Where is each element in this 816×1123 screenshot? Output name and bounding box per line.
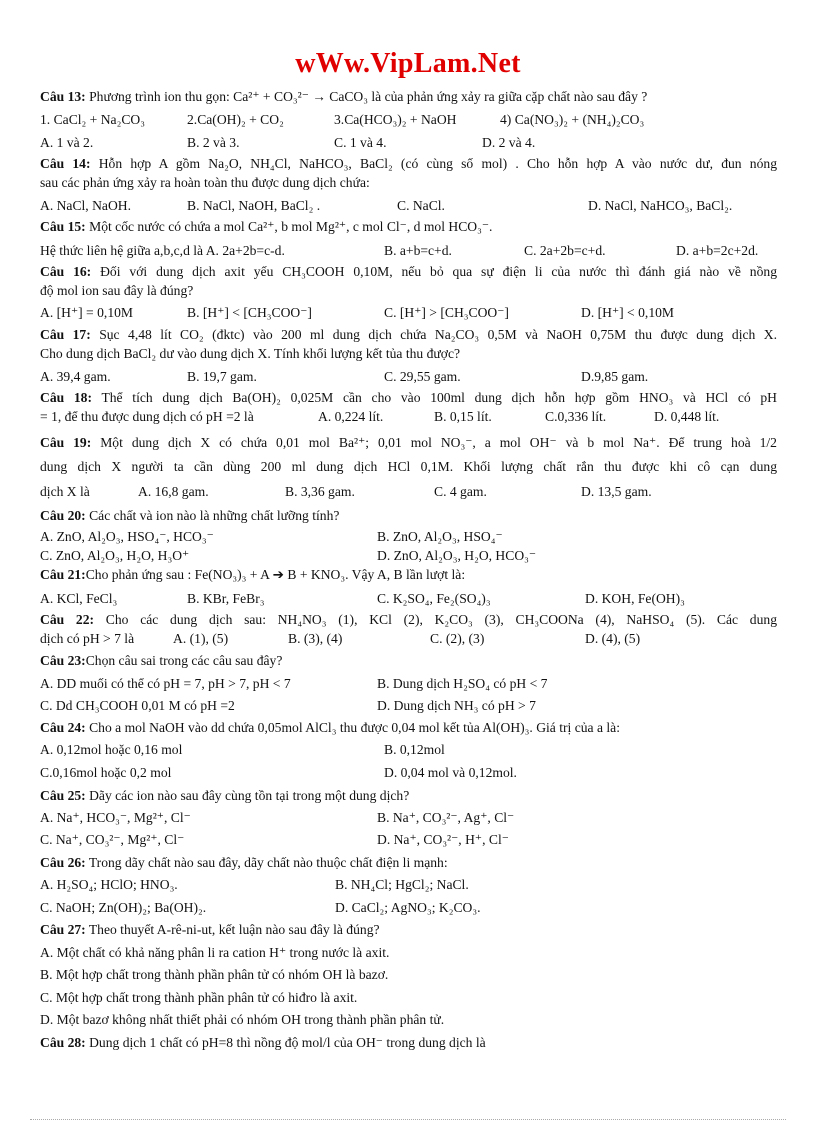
q19-stem-line-2: dung dịch X người ta cần dùng 200 ml dung dịch HCl 0,1M. Khối lượng chất rắn thu được khi cô cạn dung xyxy=(40,459,777,474)
q19-option-a: A. 16,8 gam. xyxy=(138,484,209,499)
question-label: Câu 22: xyxy=(40,612,95,627)
question-19 xyxy=(40,436,777,450)
q23-option-b: B. Dung dịch H₂SO₄ có pH < 7 xyxy=(377,676,548,691)
q16-option-a: A. [H⁺] = 0,10M xyxy=(40,305,133,320)
question-stem: Theo thuyết A-rê-ni-ut, kết luận nào sau đây là đúng? xyxy=(85,922,380,937)
q21-option-a: A. KCl, FeCl₃ xyxy=(40,591,118,606)
q14-stem-line-2: sau các phản ứng xảy ra hoàn toàn thu được dung dịch chứa: xyxy=(40,175,370,190)
question-23 xyxy=(40,654,282,668)
q24-option-d: D. 0,04 mol và 0,12mol. xyxy=(384,765,517,780)
q25-option-b: B. Na⁺, CO₃²⁻, Ag⁺, Cl⁻ xyxy=(377,810,515,825)
q18-option-c: C.0,336 lít. xyxy=(545,409,607,424)
q25-option-a: A. Na⁺, HCO₃⁻, Mg²⁺, Cl⁻ xyxy=(40,810,191,825)
question-20 xyxy=(40,509,339,523)
q17-option-d: D.9,85 gam. xyxy=(581,369,649,384)
q27-option-b: B. Một hợp chất trong thành phần phân tử có nhóm OH là bazơ. xyxy=(40,967,389,982)
q20-option-c: C. ZnO, Al₂O₃, H₂O, H₃O⁺ xyxy=(40,548,190,563)
q20-option-a: A. ZnO, Al₂O₃, HSO₄⁻, HCO₃⁻ xyxy=(40,529,214,544)
question-label: Câu 17: xyxy=(40,327,91,342)
q22-option-b: B. (3), (4) xyxy=(288,631,343,646)
question-stem: Đối với dung dịch axit yếu CH₃COOH 0,10M, nếu bỏ qua sự điện li của nước thì đánh giá nào về nồng xyxy=(91,264,777,279)
question-17 xyxy=(40,328,777,342)
question-label: Câu 15: xyxy=(40,219,86,234)
q22-stem-line-2: dịch có pH > 7 là xyxy=(40,631,135,646)
q16-option-b: B. [H⁺] < [CH₃COO⁻] xyxy=(187,305,312,320)
q15-option-d: D. a+b=2c+2d. xyxy=(676,243,759,258)
q24-option-a: A. 0,12mol hoặc 0,16 mol xyxy=(40,742,183,757)
question-label: Câu 20: xyxy=(40,508,86,523)
q23-option-c: C. Dd CH₃COOH 0,01 M có pH =2 xyxy=(40,698,235,713)
q20-option-d: D. ZnO, Al₂O₃, H₂O, HCO₃⁻ xyxy=(377,548,537,563)
q18-option-d: D. 0,448 lít. xyxy=(654,409,720,424)
question-stem: Dãy các ion nào sau đây cùng tồn tại trong một dung dịch? xyxy=(85,788,410,803)
q16-option-d: D. [H⁺] < 0,10M xyxy=(581,305,674,320)
q15-option-a: Hệ thức liên hệ giữa a,b,c,d là A. 2a+2b=c-d. xyxy=(40,243,285,258)
q21-option-d: D. KOH, Fe(OH)₃ xyxy=(585,591,685,606)
question-stem: Thể tích dung dịch Ba(OH)₂ 0,025M cần cho vào 100ml dung dịch hỗn hợp gồm HNO₃ và HCl có pH xyxy=(92,390,777,405)
question-stem: Trong dãy chất nào sau đây, dãy chất nào thuộc chất điện li mạnh: xyxy=(85,855,448,870)
q24-option-c: C.0,16mol hoặc 0,2 mol xyxy=(40,765,172,780)
question-stem: Cho các dung dịch sau: NH₄NO₃ (1), KCl (2), K₂CO₃ (3), CH₃COONa (4), NaHSO₄ (5). Các dung xyxy=(94,612,777,627)
q23-option-a: A. DD muối có thể có pH = 7, pH > 7, pH < 7 xyxy=(40,676,291,691)
q18-stem-line-2: = 1, để thu được dung dịch có pH =2 là xyxy=(40,409,254,424)
q15-option-c: C. 2a+2b=c+d. xyxy=(524,243,606,258)
q19-stem-line-3: dịch X là xyxy=(40,484,90,499)
q13-option-d: D. 2 và 4. xyxy=(482,135,536,150)
question-27 xyxy=(40,923,380,937)
question-label: Câu 25: xyxy=(40,788,86,803)
question-16 xyxy=(40,265,777,279)
question-26 xyxy=(40,856,448,870)
question-stem: Hỗn hợp A gồm Na₂O, NH₄Cl, NaHCO₃, BaCl₂ (có cùng số mol) . Cho hỗn hợp A vào nước dư, đun nóng xyxy=(90,156,777,171)
q27-option-a: A. Một chất có khả năng phân li ra cation H⁺ trong nước là axit. xyxy=(40,945,390,960)
q14-option-d: D. NaCl, NaHCO₃, BaCl₂. xyxy=(588,198,733,213)
q21-option-b: B. KBr, FeBr₃ xyxy=(187,591,265,606)
q13-item-2: 2.Ca(OH)₂ + CO₂ xyxy=(187,112,284,127)
q23-option-d: D. Dung dịch NH₃ có pH > 7 xyxy=(377,698,536,713)
q27-option-c: C. Một hợp chất trong thành phần phân tử có hiđro là axit. xyxy=(40,990,358,1005)
q19-option-b: B. 3,36 gam. xyxy=(285,484,355,499)
question-22 xyxy=(40,613,777,627)
question-stem: Cho phản ứng sau : Fe(NO₃)₃ + A ➔ B + KNO₃. Vậy A, B lần lượt là: xyxy=(85,567,466,582)
q19-option-c: C. 4 gam. xyxy=(434,484,487,499)
q26-option-d: D. CaCl₂; AgNO₃; K₂CO₃. xyxy=(335,900,481,915)
question-label: Câu 24: xyxy=(40,720,86,735)
q13-item-1: 1. CaCl₂ + Na₂CO₃ xyxy=(40,112,145,127)
q13-item-4: 4) Ca(NO₃)₂ + (NH₄)₂CO₃ xyxy=(500,112,645,127)
question-stem: Phương trình ion thu gọn: Ca²⁺ + CO₃²⁻ → CaCO₃ là của phản ứng xảy ra giữa cặp chất nào sau đây ? xyxy=(85,89,648,104)
question-label: Câu 13: xyxy=(40,89,86,104)
question-label: Câu 26: xyxy=(40,855,86,870)
q13-option-c: C. 1 và 4. xyxy=(334,135,387,150)
question-25 xyxy=(40,789,409,803)
question-label: Câu 19: xyxy=(40,435,92,450)
q16-option-c: C. [H⁺] > [CH₃COO⁻] xyxy=(384,305,509,320)
q25-option-c: C. Na⁺, CO₃²⁻, Mg²⁺, Cl⁻ xyxy=(40,832,185,847)
q26-option-b: B. NH₄Cl; HgCl₂; NaCl. xyxy=(335,877,469,892)
question-stem: Các chất và ion nào là những chất lưỡng tính? xyxy=(85,508,340,523)
question-21 xyxy=(40,568,465,582)
question-label: Câu 23: xyxy=(40,653,86,668)
question-28 xyxy=(40,1036,486,1050)
question-stem: Sục 4,48 lít CO₂ (đktc) vào 200 ml dung dịch chứa Na₂CO₃ 0,5M và NaOH 0,75M thu được dung dịch X. xyxy=(90,327,777,342)
q19-option-d: D. 13,5 gam. xyxy=(581,484,652,499)
question-label: Câu 21: xyxy=(40,567,86,582)
question-label: Câu 28: xyxy=(40,1035,86,1050)
question-label: Câu 16: xyxy=(40,264,92,279)
q14-option-b: B. NaCl, NaOH, BaCl₂ . xyxy=(187,198,321,213)
q26-option-c: C. NaOH; Zn(OH)₂; Ba(OH)₂. xyxy=(40,900,207,915)
q17-stem-line-2: Cho dung dịch BaCl₂ dư vào dung dịch X. Tính khối lượng kết tủa thu được? xyxy=(40,346,461,361)
q21-option-c: C. K₂SO₄, Fe₂(SO₄)₃ xyxy=(377,591,491,606)
q26-option-a: A. H₂SO₄; HClO; HNO₃. xyxy=(40,877,178,892)
question-label: Câu 27: xyxy=(40,922,86,937)
question-stem: Một cốc nước có chứa a mol Ca²⁺, b mol Mg²⁺, c mol Cl⁻, d mol HCO₃⁻. xyxy=(85,219,493,234)
question-stem: Cho a mol NaOH vào dd chứa 0,05mol AlCl₃ thu được 0,04 mol kết tủa Al(OH)₃. Giá trị của a là: xyxy=(85,720,620,735)
question-24 xyxy=(40,721,620,735)
question-label: Câu 14: xyxy=(40,156,91,171)
site-title: wWw.VipLam.Net xyxy=(295,48,521,79)
question-stem: Dung dịch 1 chất có pH=8 thì nồng độ mol/l của OH⁻ trong dung dịch là xyxy=(85,1035,486,1050)
q13-option-a: A. 1 và 2. xyxy=(40,135,94,150)
q24-option-b: B. 0,12mol xyxy=(384,742,445,757)
question-stem: Một dung dịch X có chứa 0,01 mol Ba²⁺; 0,01 mol NO₃⁻, a mol OH⁻ và b mol Na⁺. Để trung hoà 1/2 xyxy=(91,435,777,450)
question-14 xyxy=(40,157,777,171)
q17-option-c: C. 29,55 gam. xyxy=(384,369,461,384)
page-bottom-divider xyxy=(30,1119,786,1120)
q15-option-b: B. a+b=c+d. xyxy=(384,243,452,258)
q17-option-a: A. 39,4 gam. xyxy=(40,369,111,384)
question-13 xyxy=(40,90,647,104)
question-stem: Chọn câu sai trong các câu sau đây? xyxy=(85,653,283,668)
q17-option-b: B. 19,7 gam. xyxy=(187,369,257,384)
q13-option-b: B. 2 và 3. xyxy=(187,135,240,150)
q22-option-d: D. (4), (5) xyxy=(585,631,641,646)
q16-stem-line-2: độ mol ion sau đây là đúng? xyxy=(40,283,194,298)
q25-option-d: D. Na⁺, CO₃²⁻, H⁺, Cl⁻ xyxy=(377,832,509,847)
q14-option-a: A. NaCl, NaOH. xyxy=(40,198,131,213)
q20-option-b: B. ZnO, Al₂O₃, HSO₄⁻ xyxy=(377,529,503,544)
question-label: Câu 18: xyxy=(40,390,92,405)
q18-option-a: A. 0,224 lít. xyxy=(318,409,384,424)
q13-item-3: 3.Ca(HCO₃)₂ + NaOH xyxy=(334,112,457,127)
q22-option-c: C. (2), (3) xyxy=(430,631,485,646)
q27-option-d: D. Một bazơ không nhất thiết phải có nhóm OH trong thành phần phân tử. xyxy=(40,1012,445,1027)
question-18 xyxy=(40,391,777,405)
q14-option-c: C. NaCl. xyxy=(397,198,445,213)
question-15 xyxy=(40,220,492,234)
q22-option-a: A. (1), (5) xyxy=(173,631,229,646)
q18-option-b: B. 0,15 lít. xyxy=(434,409,492,424)
